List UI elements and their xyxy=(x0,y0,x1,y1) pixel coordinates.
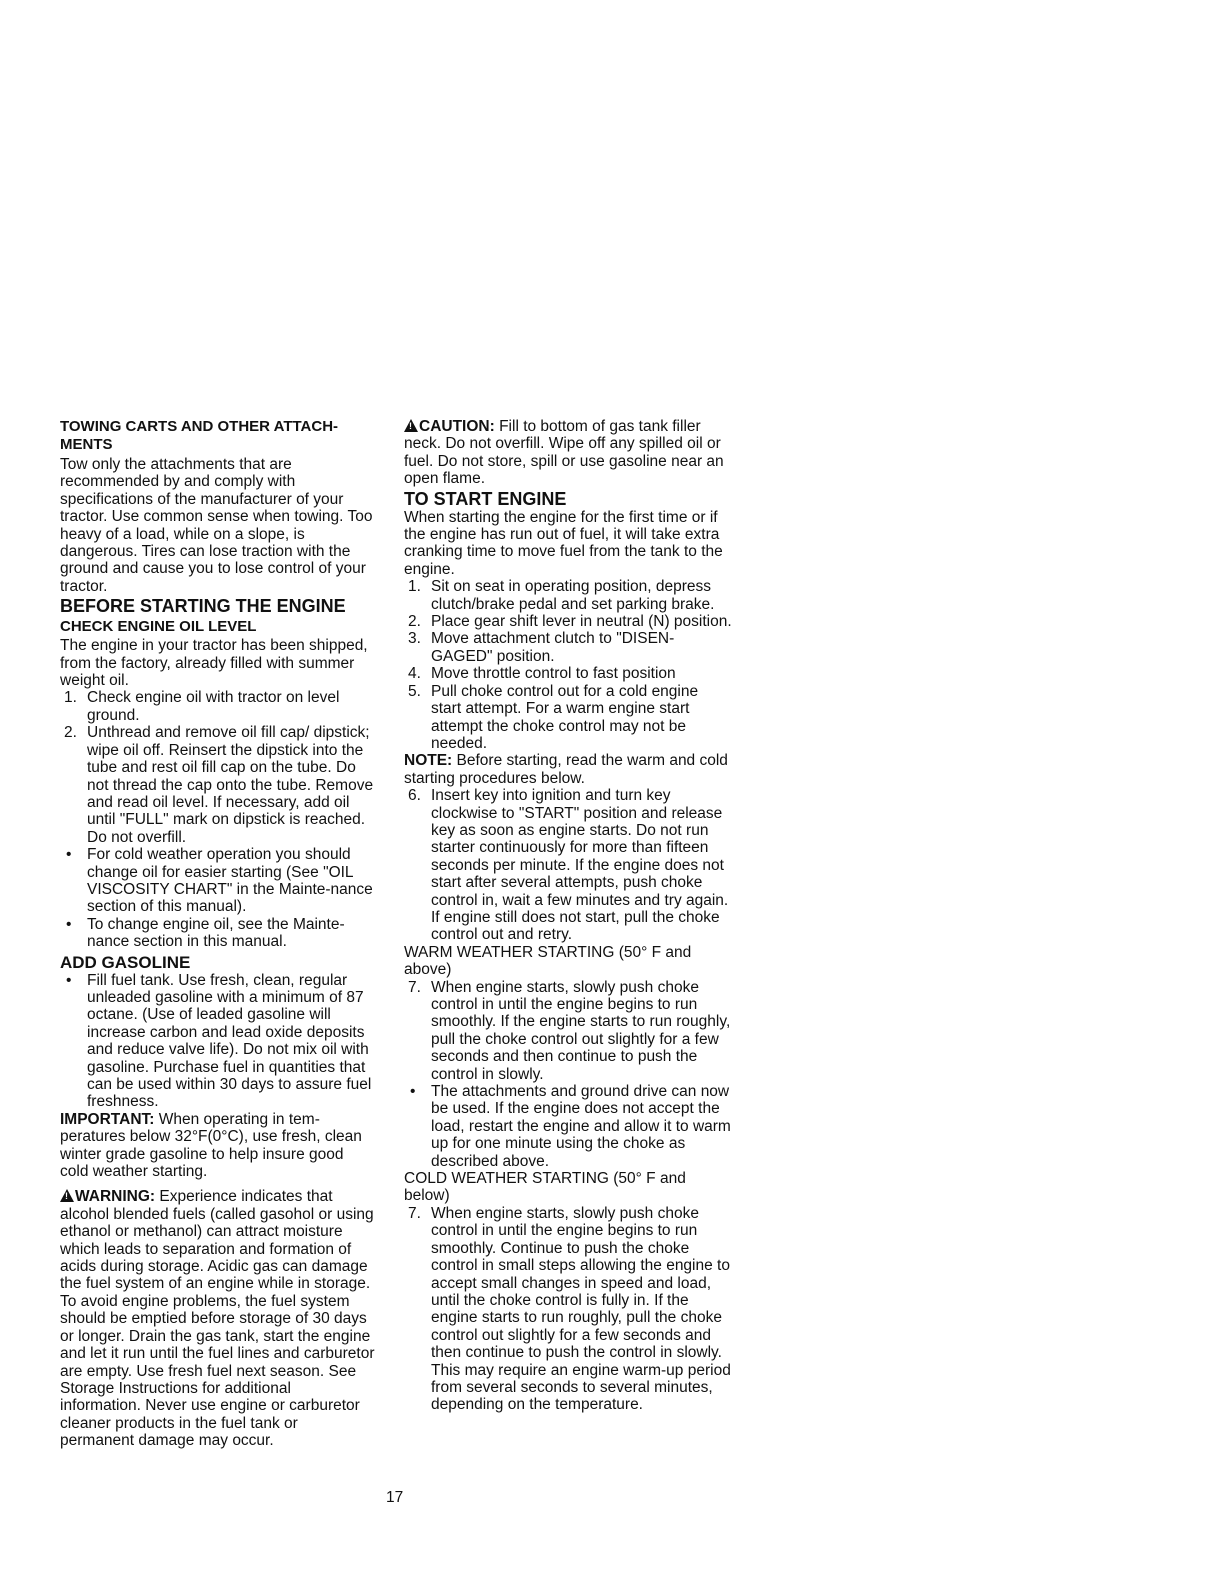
list-item: 2. Place gear shift lever in neutral (N) position. xyxy=(408,613,732,631)
list-item: 5. Pull choke control out for a cold engine start attempt. For a warm engine start attempt the choke control may not be needed. xyxy=(408,682,699,752)
list-item: • To change engine oil, see the Mainte-nance section in this manual. xyxy=(66,915,345,951)
before-starting-heading: BEFORE STARTING THE ENGINE xyxy=(60,596,346,617)
note-label: NOTE: xyxy=(404,752,453,770)
warm-steps xyxy=(404,979,732,1083)
note: NOTE: Before starting, read the warm and cold starting procedures below. xyxy=(404,752,728,787)
oil-bullets xyxy=(60,846,376,950)
add-gasoline-heading: ADD GASOLINE xyxy=(60,952,191,972)
gas-bullets xyxy=(60,972,376,1111)
left-column xyxy=(60,418,376,1450)
list-item: 7. When engine starts, slowly push choke control in until the engine begins to run smoothly. Continue to push the choke control in small steps allowing the engine to accept small changes in speed and load, until the choke control is fully in. If the engine starts to run roughly, pull the choke control out slightly for a few seconds and then continue to push the control in slowly. This may require an engine warm-up period from several seconds to several minutes, depending on the temperature. xyxy=(408,1204,731,1414)
page-number: 17 xyxy=(386,1489,404,1506)
list-item: 7. When engine starts, slowly push choke control in until the engine begins to run smoothly. If the engine starts to run roughly, pull the choke control out slightly for a few seconds and then continue to push the control in slowly. xyxy=(408,978,731,1083)
list-item: 1. Sit on seat in operating position, depress clutch/brake pedal and set parking brake. xyxy=(408,578,715,613)
list-item: 2. Unthread and remove oil fill cap/ dipstick; wipe oil off. Reinsert the dipstick into the tube and rest oil fill cap on the tube. Do not thread the cap onto the tube. Remove and read oil level. If necessary, add oil until "FULL" mark on dipstick is reached. Do not overfill. xyxy=(64,724,374,846)
cold-weather-heading: COLD WEATHER STARTING (50° F and below) xyxy=(404,1170,686,1205)
towing-heading: TOWING CARTS AND OTHER ATTACH-MENTS xyxy=(60,418,339,453)
list-item: 4. Move throttle control to fast position xyxy=(408,665,676,683)
start-steps xyxy=(404,578,732,752)
warning-label: WARNING: xyxy=(75,1188,156,1206)
cold-steps xyxy=(404,1205,732,1414)
towing-paragraph: Tow only the attachments that are recommended by and comply with specifications of the manufacturer of your tractor. Use common sense when towing. Too heavy of a load, while on a slope, is dangerous. Tires can lose traction with the ground and cause you to lose control of your tractor. xyxy=(60,456,373,595)
right-column xyxy=(404,418,732,1414)
list-item: • For cold weather operation you should change oil for easier starting (See "OIL VISCOSITY CHART" in the Mainte-nance section of this manual). xyxy=(66,846,373,916)
important-label: IMPORTANT: xyxy=(60,1110,155,1128)
oil-intro: The engine in your tractor has been shipped, from the factory, already filled with summer weight oil. xyxy=(60,637,368,690)
caution-label: CAUTION: xyxy=(419,418,495,435)
list-item: 3. Move attachment clutch to "DISEN-GAGED" position. xyxy=(408,630,675,665)
warning-note: !WARNING: Experience indicates that alcohol blended fuels (called gasohol or using ethanol or methanol) can attract moisture which leads to separation and formation of acids during storage. Acidic gas can damage the fuel system of an engine while in storage. To avoid engine problems, the fuel system should be emptied before storage of 30 days or longer. Drain the gas tank, start the engine and let it run until the fuel lines and carburetor are empty. Use fresh fuel next season. See Storage Instructions for additional information. Never use engine or carburetor cleaner products in the fuel tank or permanent damage may occur. xyxy=(60,1188,376,1449)
list-item: • Fill fuel tank. Use fresh, clean, regular unleaded gasoline with a minimum of 87 octane. (Use of leaded gasoline will increase carbon and lead oxide deposits and reduce valve life). Do not mix oil with gasoline. Purchase fuel in quantities that can be used within 30 days to assure fuel freshness. xyxy=(66,971,372,1111)
list-item: 6. Insert key into ignition and turn key clockwise to "START" position and release key as soon as engine starts. Do not run starter continuously for more than fifteen seconds per minute. If the engine does not start after several attempts, push choke control in, wait a few minutes and try again. If engine still does not start, pull the choke control out and retry. xyxy=(408,787,729,944)
oil-steps xyxy=(60,689,376,846)
warm-bullets xyxy=(404,1083,732,1170)
list-item: 1. Check engine oil with tractor on level ground. xyxy=(64,689,340,724)
ignition-steps xyxy=(404,787,732,944)
caution-note: !CAUTION: Fill to bottom of gas tank filler neck. Do not overfill. Wipe off any spilled oil or fuel. Do not store, spill or use gasoline near an open flame. xyxy=(404,418,732,488)
warm-weather-heading: WARM WEATHER STARTING (50° F and above) xyxy=(404,943,692,979)
start-engine-heading: TO START ENGINE xyxy=(404,488,567,509)
caution-icon xyxy=(404,419,418,432)
check-oil-heading: CHECK ENGINE OIL LEVEL xyxy=(60,618,257,636)
important-note: IMPORTANT: When operating in tem-peratures below 32°F(0°C), use fresh, clean winter grade gasoline to help insure good cold weather starting. xyxy=(60,1110,362,1181)
list-item: • The attachments and ground drive can now be used. If the engine does not accept the load, restart the engine and allow it to warm up for one minute using the choke as described above. xyxy=(410,1083,731,1170)
warning-icon xyxy=(60,1189,74,1202)
start-intro: When starting the engine for the first time or if the engine has run out of fuel, it will take extra cranking time to move fuel from the tank to the engine. xyxy=(404,508,723,578)
